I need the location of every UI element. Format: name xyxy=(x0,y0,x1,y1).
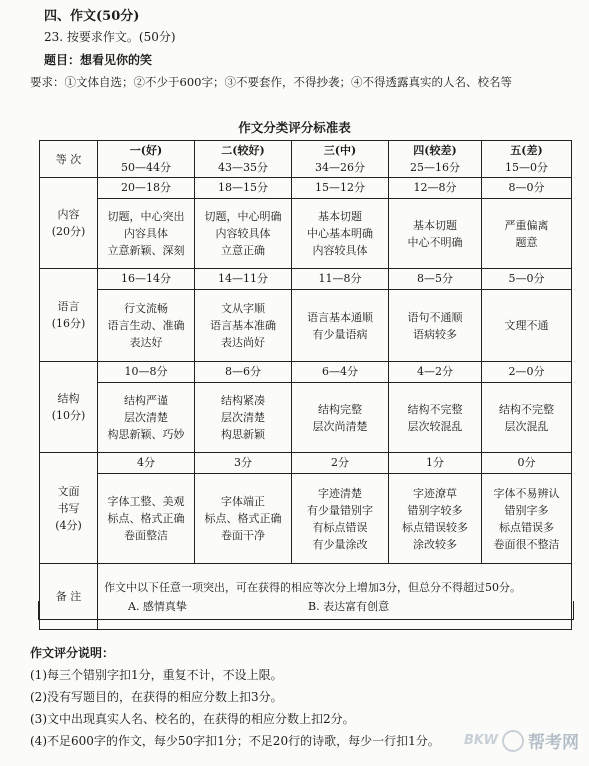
score-range-cell: 18—15分 xyxy=(195,178,292,199)
criteria-cell: 结构完整 层次尚清楚 xyxy=(292,383,389,453)
criteria-cell: 切题，中心明确 内容较具体 立意正确 xyxy=(195,199,292,269)
criteria-cell: 字迹清楚 有少量错别字 有标点错误 有少量涂改 xyxy=(292,474,389,564)
score-range-cell: 14—11分 xyxy=(195,269,292,290)
watermark-logo: BKW xyxy=(464,733,498,748)
criteria-cell: 字体端正 标点、格式正确 卷面干净 xyxy=(195,474,292,564)
criteria-cell: 结构紧凑 层次清楚 构思新颖 xyxy=(195,383,292,453)
score-row xyxy=(40,453,572,474)
grade-range: 34—26分 xyxy=(315,161,365,174)
grade-name: 三(中) xyxy=(323,144,357,157)
watermark-text: 帮考网 xyxy=(528,733,579,753)
criteria-cell: 严重偏离 题意 xyxy=(482,199,572,269)
grade-header xyxy=(98,141,195,178)
score-range-cell: 8—0分 xyxy=(482,178,572,199)
score-range-cell: 11—8分 xyxy=(292,269,389,290)
note-option-b: B. 表达富有创意 xyxy=(308,599,390,613)
grade-header xyxy=(482,141,572,178)
score-range-cell: 0分 xyxy=(482,453,572,474)
table-title: 作文分类评分标准表 xyxy=(238,120,351,135)
criteria-cell: 文从字顺 语言基本准确 表达尚好 xyxy=(195,290,292,362)
score-range-cell: 2分 xyxy=(292,453,389,474)
grade-header-row xyxy=(40,141,572,178)
grade-range: 15—0分 xyxy=(505,161,548,174)
scoring-notes-title: 作文评分说明： xyxy=(30,646,115,660)
score-range-cell: 6—4分 xyxy=(292,362,389,383)
score-row xyxy=(40,178,572,199)
score-range-cell: 16—14分 xyxy=(98,269,195,290)
site-watermark xyxy=(464,728,579,753)
grade-name: 四(较差) xyxy=(413,144,457,157)
grade-range: 50—44分 xyxy=(121,161,171,174)
essay-requirements: 要求：①文体自选；②不少于600字；③不要套作，不得抄袭；④不得透露真实的人名、校名等 xyxy=(30,75,512,89)
grade-header xyxy=(389,141,482,178)
criteria-cell: 基本切题 中心基本明确 内容较具体 xyxy=(292,199,389,269)
criteria-cell: 结构严谨 层次清楚 构思新颖、巧妙 xyxy=(98,383,195,453)
score-range-cell: 4—2分 xyxy=(389,362,482,383)
note-option-a: A. 感情真挚 xyxy=(128,599,187,613)
criteria-row xyxy=(40,290,572,362)
grade-header xyxy=(195,141,292,178)
score-range-cell: 20—18分 xyxy=(98,178,195,199)
criteria-cell: 基本切题 中心不明确 xyxy=(389,199,482,269)
criteria-cell: 文理不通 xyxy=(482,290,572,362)
scoring-table xyxy=(39,140,572,630)
criteria-row xyxy=(40,474,572,564)
criteria-cell: 切题，中心突出 内容具体 立意新颖、深刻 xyxy=(98,199,195,269)
criteria-row xyxy=(40,199,572,269)
criteria-cell: 字体不易辨认 错别字多 标点错误多 卷面很不整洁 xyxy=(482,474,572,564)
scoring-rule: (4)不足600字的作文，每少50字扣1分；不足20行的诗歌，每少一行扣1分。 xyxy=(30,734,440,748)
score-range-cell: 10—8分 xyxy=(98,362,195,383)
grade-corner-label: 等 次 xyxy=(40,141,98,178)
score-range-cell: 4分 xyxy=(98,453,195,474)
criteria-cell: 行文流畅 语言生动、准确 表达好 xyxy=(98,290,195,362)
grade-range: 43—35分 xyxy=(218,161,268,174)
watermark-emblem-icon xyxy=(502,730,524,752)
grade-name: 二(较好) xyxy=(221,144,265,157)
criteria-cell: 结构不完整 层次混乱 xyxy=(482,383,572,453)
score-range-cell: 12—8分 xyxy=(389,178,482,199)
score-range-cell: 1分 xyxy=(389,453,482,474)
table-bracket xyxy=(38,601,574,620)
grade-range: 25—16分 xyxy=(410,161,460,174)
criteria-cell: 语句不通顺 语病较多 xyxy=(389,290,482,362)
row-category-label: 语言 (16分) xyxy=(40,269,98,362)
score-range-cell: 3分 xyxy=(195,453,292,474)
essay-topic: 题目：想看见你的笑 xyxy=(44,53,153,67)
grade-header xyxy=(292,141,389,178)
score-row xyxy=(40,269,572,290)
score-range-cell: 8—6分 xyxy=(195,362,292,383)
criteria-cell: 字体工整、美观 标点、格式正确 卷面整洁 xyxy=(98,474,195,564)
grade-name: 五(差) xyxy=(510,144,543,157)
scoring-rule: (3)文中出现真实人名、校名的，在获得的相应分数上扣2分。 xyxy=(30,712,355,726)
criteria-cell: 结构不完整 层次较混乱 xyxy=(389,383,482,453)
score-row xyxy=(40,362,572,383)
row-category-label: 文面 书写 (4分) xyxy=(40,453,98,564)
note-text: 作文中以下任意一项突出，可在获得的相应等次分上增加3分，但总分不得超过50分。 xyxy=(104,580,521,594)
grade-name: 一(好) xyxy=(129,144,163,157)
score-range-cell: 15—12分 xyxy=(292,178,389,199)
row-category-label: 结构 (10分) xyxy=(40,362,98,453)
criteria-row xyxy=(40,383,572,453)
scoring-rule: (2)没有写题目的，在获得的相应分数上扣3分。 xyxy=(30,690,283,704)
scoring-rule: (1)每三个错别字扣1分，重复不计，不设上限。 xyxy=(30,668,283,682)
row-category-label: 内容 (20分) xyxy=(40,178,98,269)
section-title: 四、作文(50分) xyxy=(44,9,140,24)
score-range-cell: 8—5分 xyxy=(389,269,482,290)
score-range-cell: 5—0分 xyxy=(482,269,572,290)
note-label: 备 注 xyxy=(40,564,98,630)
question-prompt: 23. 按要求作文。(50分) xyxy=(44,30,176,44)
criteria-cell: 字迹潦草 错别字较多 标点错误较多 涂改较多 xyxy=(389,474,482,564)
criteria-cell: 语言基本通顺 有少量语病 xyxy=(292,290,389,362)
score-range-cell: 2—0分 xyxy=(482,362,572,383)
